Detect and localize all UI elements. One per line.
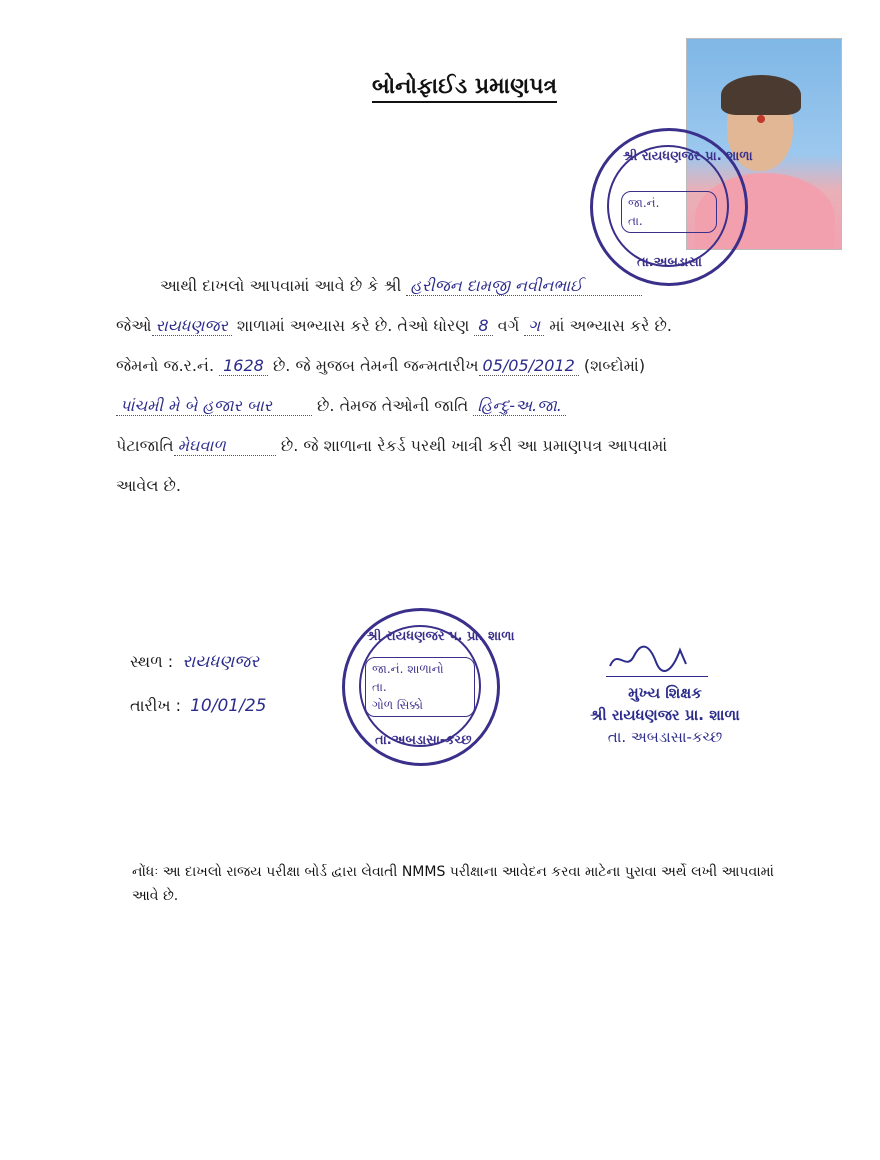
date-field: તારીખ : 10/01/25 xyxy=(130,696,270,716)
gr-number: 1628 xyxy=(219,356,268,376)
standard-value: 8 xyxy=(474,316,492,336)
footnote: નોંધઃ આ દાખલો રાજય પરીક્ષા બોર્ડ દ્વારા લેવાતી NMMS પરીક્ષાના આવેદન કરવા માટેના પુરાવા અર્થે લખી આપવામાં આવે છે. xyxy=(132,864,774,904)
place-value: રાયધણજર xyxy=(182,652,260,672)
student-name: હરીજન દામજી નવીનભાઈ xyxy=(406,276,642,296)
seal-bottom-bottom-text: તા.અબડાસા-કચ્છ xyxy=(375,733,472,748)
signatory-school: શ્રી રાયધણજર પ્રા. શાળા xyxy=(590,706,740,724)
school-name: રાયધણજર xyxy=(152,316,232,336)
certificate-body: આથી દાખલો આપવામાં આવે છે કે શ્રી હરીજન દામજી નવીનભાઈ જેઓ રાયધણજર શાળામાં અભ્યાસ કરે છે. તેઓ ધોરણ 8 વર્ગ ગ માં અભ્યાસ કરે છે. જેમનો જ.ર.નં. 1628 છે. જે મુજબ તેમની જન્મતારીખ 05/05/2012 (શબ્દોમાં) પાંચમી મે બે હજાર બાર છે. તેમજ તેઓની જાતિ હિન્દુ-અ.જા. પેટાજાતિ મેઘવાળ છે. જે શાળાના રેકર્ડ પરથી ખાત્રી કરી આ પ્રમાણપત્ર આપવામાં આવેલ છે. xyxy=(116,276,672,495)
subcaste-value: મેઘવાળ xyxy=(174,436,276,456)
headmaster-signature xyxy=(606,642,696,674)
certificate-title: બોનોફાઈડ પ્રમાણપત્ર xyxy=(372,74,557,103)
seal-top-arc-text: શ્રી રાયધણજર પ્રા. શાળા xyxy=(623,149,753,164)
school-seal-bottom xyxy=(342,608,515,766)
birth-date: 05/05/2012 xyxy=(479,356,579,376)
school-seal-top xyxy=(590,128,753,286)
birth-date-words: પાંચમી મે બે હજાર બાર xyxy=(116,396,312,416)
signatory-role: મુખ્ય શિક્ષક xyxy=(628,684,702,702)
signatory-taluka: તા. અબડાસા-કચ્છ xyxy=(607,728,723,746)
seal-bottom-box: જા.નં. શાળાનો તા. ગોળ સિક્કો xyxy=(365,657,475,717)
seal-top-bottom-text: તા.અબડાસા xyxy=(637,255,702,270)
signatory-block xyxy=(560,682,770,748)
seal-top-box: જા.નં. તા. xyxy=(621,191,717,233)
seal-bottom-arc-text: શ્રી રાયધણજર પ. પ્રા. શાળા xyxy=(367,629,515,644)
division-value: ગ xyxy=(524,316,544,336)
date-value: 10/01/25 xyxy=(190,696,267,716)
caste-value: હિન્દુ-અ.જા. xyxy=(473,396,566,416)
place-field: સ્થળ : રાયધણજર xyxy=(130,652,263,672)
